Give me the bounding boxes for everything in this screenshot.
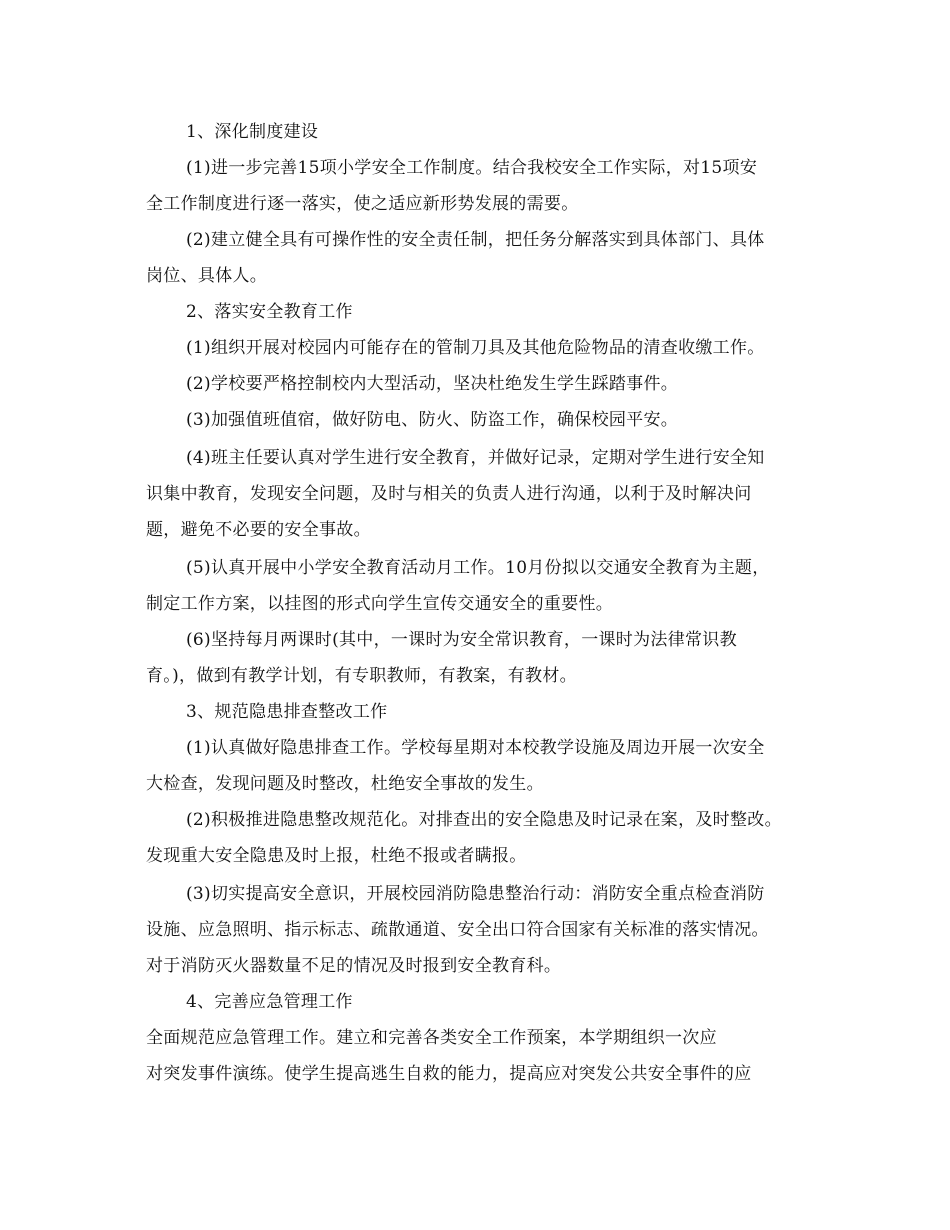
paragraph-line: (3)加强值班值宿，做好防电、防火、防盗工作，确保校园平安。 — [186, 410, 679, 430]
paragraph-line: (6)坚持每月两课时(其中，一课时为安全常识教育，一课时为法律常识教 — [186, 630, 737, 650]
paragraph-line: (2)建立健全具有可操作性的安全责任制，把任务分解落实到具体部门、具体 — [186, 230, 765, 250]
section-heading-3: 3、规范隐患排查整改工作 — [186, 702, 388, 722]
paragraph-line: 全面规范应急管理工作。建立和完善各类安全工作预案，本学期组织一次应 — [146, 1028, 717, 1048]
paragraph-line: 设施、应急照明、指示标志、疏散通道、安全出口符合国家有关标准的落实情况。 — [146, 920, 769, 940]
paragraph-line: (1)进一步完善15项小学安全工作制度。结合我校安全工作实际，对15项安 — [186, 158, 758, 178]
paragraph-line: 发现重大安全隐患及时上报，杜绝不报或者瞒报。 — [146, 846, 527, 866]
paragraph-line: 识集中教育，发现安全问题，及时与相关的负责人进行沟通，以利于及时解决问 — [146, 484, 752, 504]
paragraph-line: (2)积极推进隐患整改规范化。对排查出的安全隐患及时记录在案，及时整改。 — [186, 810, 782, 830]
paragraph-line: 全工作制度进行逐一落实，使之适应新形势发展的需要。 — [146, 194, 579, 214]
section-heading-2: 2、落实安全教育工作 — [186, 302, 353, 322]
paragraph-line: (2)学校要严格控制校内大型活动，坚决杜绝发生学生踩踏事件。 — [186, 374, 679, 394]
paragraph-line: 制定工作方案，以挂图的形式向学生宣传交通安全的重要性。 — [146, 594, 614, 614]
section-heading-4: 4、完善应急管理工作 — [186, 992, 353, 1012]
paragraph-line: (4)班主任要认真对学生进行安全教育，并做好记录，定期对学生进行安全知 — [186, 448, 765, 468]
paragraph-line: (3)切实提高安全意识，开展校园消防隐患整治行动：消防安全重点检查消防 — [186, 884, 765, 904]
paragraph-line: (5)认真开展中小学安全教育活动月工作。10月份拟以交通安全教育为主题， — [186, 558, 770, 578]
paragraph-line: (1)认真做好隐患排查工作。学校每星期对本校教学设施及周边开展一次安全 — [186, 738, 765, 758]
paragraph-line: 对突发事件演练。使学生提高逃生自救的能力，提高应对突发公共安全事件的应 — [146, 1064, 752, 1084]
paragraph-line: 对于消防灭火器数量不足的情况及时报到安全教育科。 — [146, 956, 562, 976]
section-heading-1: 1、深化制度建设 — [186, 122, 319, 142]
paragraph-line: 育。)，做到有教学计划，有专职教师，有教案，有教材。 — [146, 666, 577, 686]
paragraph-line: 题，避免不必要的安全事故。 — [146, 520, 371, 540]
paragraph-line: (1)组织开展对校园内可能存在的管制刀具及其他危险物品的清查收缴工作。 — [186, 338, 765, 358]
paragraph-line: 岗位、具体人。 — [146, 266, 268, 286]
paragraph-line: 大检查，发现问题及时整改，杜绝安全事故的发生。 — [146, 774, 544, 794]
